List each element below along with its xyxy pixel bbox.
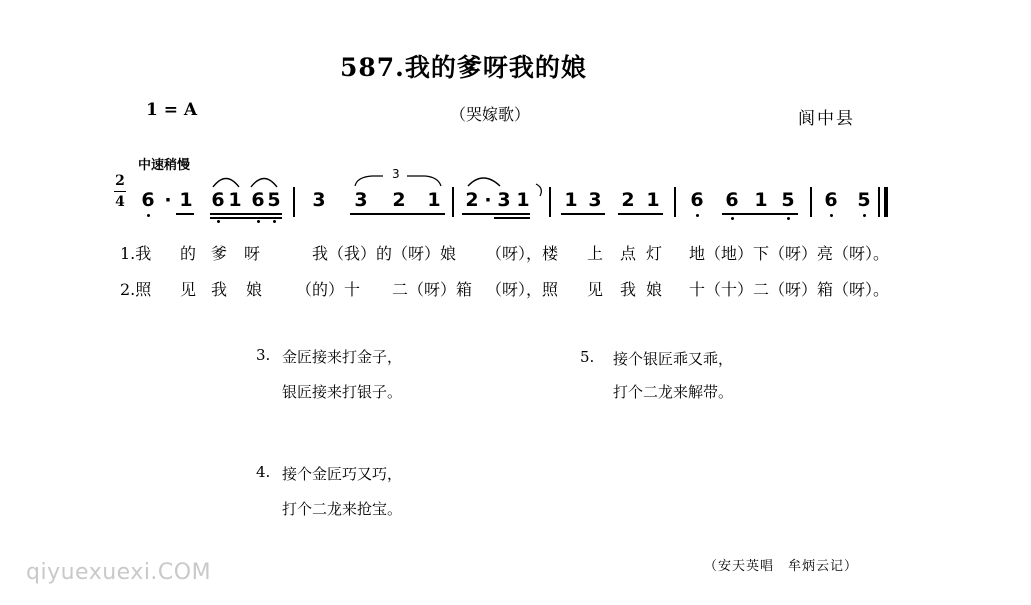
note: 3	[588, 189, 602, 211]
lyric-word: 地（地）下（呀）亮（呀）。	[689, 244, 890, 263]
note: ·	[164, 189, 172, 211]
lyric-word: 爹	[211, 244, 228, 263]
note: 3	[312, 189, 326, 211]
lyric-word: 见	[180, 280, 197, 299]
lyric-word: 灯	[646, 244, 663, 263]
song-subtitle: （哭嫁歌）	[450, 105, 531, 124]
lyric-word: 十（十）二（呀）箱（呀）。	[689, 280, 890, 299]
verse-line: 接个银匠乖又乖，	[613, 350, 734, 368]
verse-line: 银匠接来打银子。	[282, 383, 403, 401]
lyric-word: 见	[587, 280, 604, 299]
lyric-word: （呀），照	[486, 280, 559, 299]
note: 6	[211, 189, 225, 211]
note: 6	[690, 189, 704, 211]
region-label: 阆中县	[798, 109, 855, 129]
verse-line: 打个二龙来抢宝。	[282, 500, 403, 518]
note: 2	[621, 189, 635, 211]
note: 5	[857, 189, 871, 211]
note: 1	[516, 189, 530, 211]
performer-credit: （安天英唱 牟炳云记）	[704, 559, 859, 574]
lyric-word: （呀），楼	[486, 244, 559, 263]
slur-mark	[468, 178, 500, 186]
note: 6	[824, 189, 838, 211]
note: 2	[392, 189, 406, 211]
note: 1	[427, 189, 441, 211]
lyric-word: （的）十	[296, 280, 361, 299]
note: 6	[141, 189, 155, 211]
lyric-word: 呀	[244, 244, 261, 263]
note: 6	[725, 189, 739, 211]
lyric-word: 我	[211, 280, 228, 299]
lyric-word: 2.照	[120, 280, 152, 299]
song-title: 587.我的爹呀我的娘	[340, 53, 587, 82]
tempo-marking: 中速稍慢	[138, 158, 191, 173]
note: 1	[754, 189, 768, 211]
note: ·	[484, 189, 492, 211]
time-signature-top: 2	[115, 173, 125, 189]
lyric-word: 我（我）的（呀）娘	[312, 244, 457, 263]
site-watermark: qiyuexuexi.COM	[26, 560, 212, 585]
lyric-word: 点	[620, 244, 637, 263]
lyric-word: 娘	[246, 280, 263, 299]
slur-mark	[251, 179, 277, 188]
note: 1	[646, 189, 660, 211]
note: 5	[267, 189, 281, 211]
slur-mark	[213, 179, 239, 188]
breath-mark	[536, 184, 541, 196]
key-signature: 1 = A	[146, 100, 198, 120]
note: 3	[354, 189, 368, 211]
lyric-word: 的	[180, 244, 197, 263]
lyric-word: 上	[587, 244, 604, 263]
verse-line: 打个二龙来解带。	[613, 383, 734, 401]
verse-number: 3.	[256, 346, 271, 364]
lyric-word: 娘	[646, 280, 663, 299]
verse-line: 金匠接来打金子，	[282, 348, 403, 366]
lyric-word: 我	[620, 280, 637, 299]
verse-line: 接个金匠巧又巧，	[282, 465, 403, 483]
time-signature-bottom: 4	[115, 194, 125, 210]
note: 2	[465, 189, 479, 211]
note: 5	[781, 189, 795, 211]
note: 3	[497, 189, 511, 211]
note: 1	[179, 189, 193, 211]
note: 1	[564, 189, 578, 211]
verse-number: 5.	[580, 348, 595, 366]
lyric-word: 二（呀）箱	[392, 280, 473, 299]
note: 6	[251, 189, 265, 211]
note: 1	[228, 189, 242, 211]
verse-number: 4.	[256, 463, 271, 481]
triplet-number: 3	[392, 167, 400, 181]
lyric-word: 1.我	[120, 244, 152, 263]
